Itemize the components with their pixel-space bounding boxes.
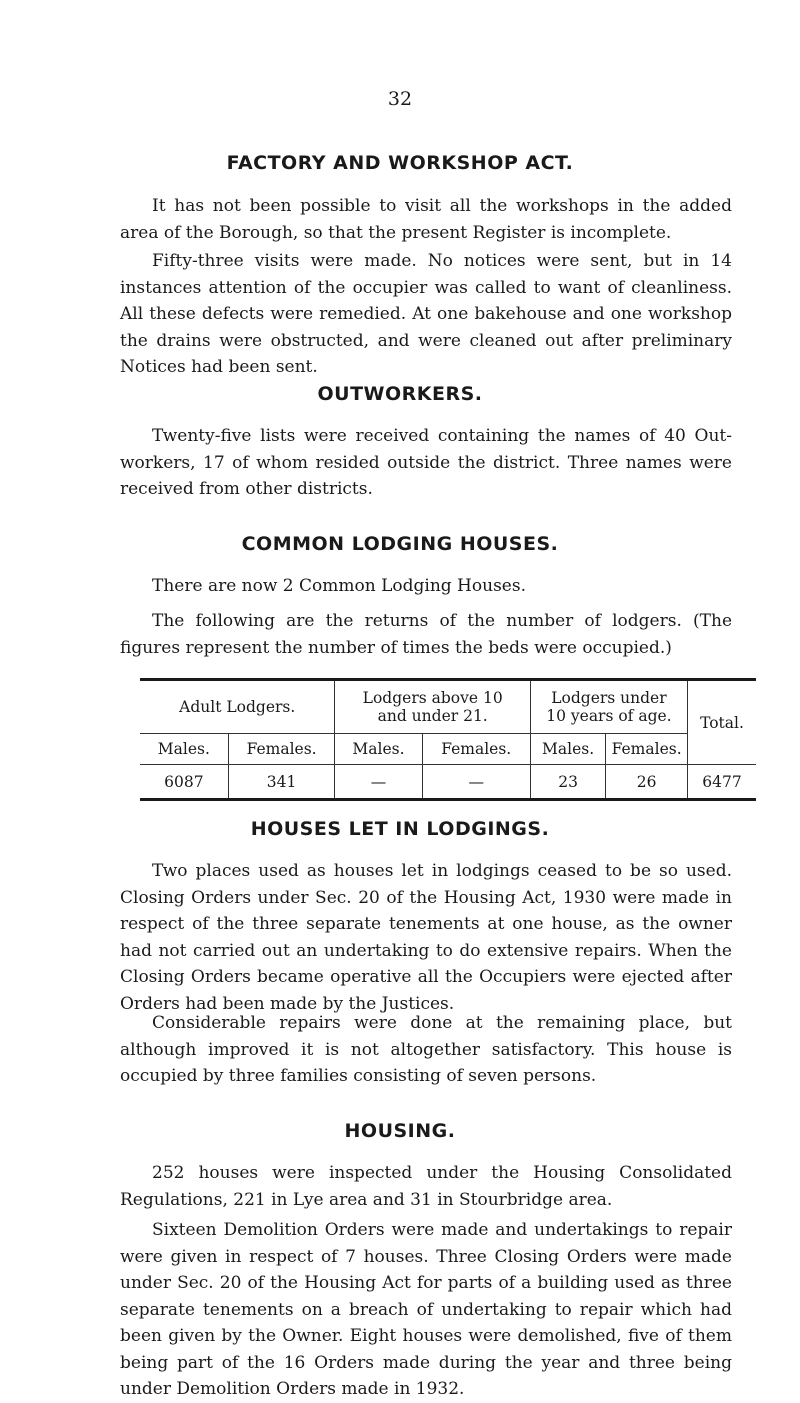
value-above10-males: — — [335, 765, 422, 800]
table-sub-header-row — [140, 734, 756, 765]
table-group-header-row — [140, 680, 756, 734]
lodging-paragraph-1: There are now 2 Common Lodging Houses. — [152, 576, 526, 596]
factory-paragraph-1: It has not been possible to visit all the workshops in the added area of the Borough, so that the present Register is incomplete. — [120, 196, 732, 243]
header-lodgers-under-10 — [530, 680, 687, 734]
outworkers-heading: OUTWORKERS. — [317, 383, 483, 405]
value-total: 6477 — [687, 765, 756, 800]
lodging-paragraph-2: The following are the returns of the number of lodgers. (The figures represent the number of times the beds were occupied.) — [120, 611, 732, 658]
value-adult-females: 341 — [228, 765, 335, 800]
sub-header-adult-males: Males. — [140, 734, 228, 765]
sub-header-adult-females: Females. — [228, 734, 335, 765]
houses-let-heading: HOUSES LET IN LODGINGS. — [250, 818, 550, 840]
housing-heading: HOUSING. — [344, 1120, 456, 1142]
value-under10-females: 26 — [606, 765, 688, 800]
header-total: Total. — [687, 680, 756, 765]
sub-header-above10-females: Females. — [422, 734, 530, 765]
header-above10-line-2: and under 21. — [377, 707, 488, 725]
table-row — [140, 765, 756, 800]
factory-paragraph-2: Fifty-three visits were made. No notices were sent, but in 14 instances attention of the occupier was called to want of cleanliness. All these defects were remedied. At one bakehouse and one workshop the drains were obstructed, and were cleaned out after preliminary Notices had been sent. — [120, 251, 732, 377]
value-above10-females: — — [422, 765, 530, 800]
houses-let-paragraph-2: Considerable repairs were done at the remaining place, but although improved it is not altogether satisfactory. This house is occupied by three families consisting of seven persons. — [120, 1013, 732, 1086]
value-under10-males: 23 — [530, 765, 605, 800]
lodging-heading: COMMON LODGING HOUSES. — [241, 533, 559, 555]
factory-heading: FACTORY AND WORKSHOP ACT. — [226, 152, 574, 174]
sub-header-under10-females: Females. — [606, 734, 688, 765]
sub-header-above10-males: Males. — [335, 734, 422, 765]
header-under10-line-2: 10 years of age. — [546, 707, 672, 725]
houses-let-paragraph-1: Two places used as houses let in lodgings ceased to be so used. Closing Orders under Sec. 20 of the Housing Act, 1930 were made in respect of the three separate tenements at one house, as the owner had not carried out an undertaking to do extensive repairs. When the Closing Orders became operative all the Occupiers were ejected after Orders had been made by the Justices. — [120, 861, 732, 1014]
sub-header-under10-males: Males. — [530, 734, 605, 765]
housing-paragraph-1: 252 houses were inspected under the Housing Consolidated Regulations, 221 in Lye area and 31 in Stourbridge area. — [120, 1163, 732, 1210]
lodgers-returns-table — [140, 678, 756, 801]
header-adult-lodgers: Adult Lodgers. — [179, 698, 296, 716]
header-under10-line-1: Lodgers under — [551, 689, 667, 707]
header-lodgers-above-10 — [335, 680, 530, 734]
outworkers-paragraph: Twenty-five lists were received containing the names of 40 Out-workers, 17 of whom resided outside the district. Three names were received from other districts. — [120, 426, 732, 499]
page-number: 32 — [387, 88, 413, 110]
housing-paragraph-2: Sixteen Demolition Orders were made and undertakings to repair were given in respect of 7 houses. Three Closing Orders were made under Sec. 20 of the Housing Act for parts of a building used as three separate tenements on a breach of undertaking to repair which had been given by the Owner. Eight houses were demolished, five of them being part of the 16 Orders made during the year and three being under Demolition Orders made in 1932. — [120, 1220, 732, 1399]
header-above10-line-1: Lodgers above 10 — [362, 689, 503, 707]
value-adult-males: 6087 — [164, 772, 204, 791]
